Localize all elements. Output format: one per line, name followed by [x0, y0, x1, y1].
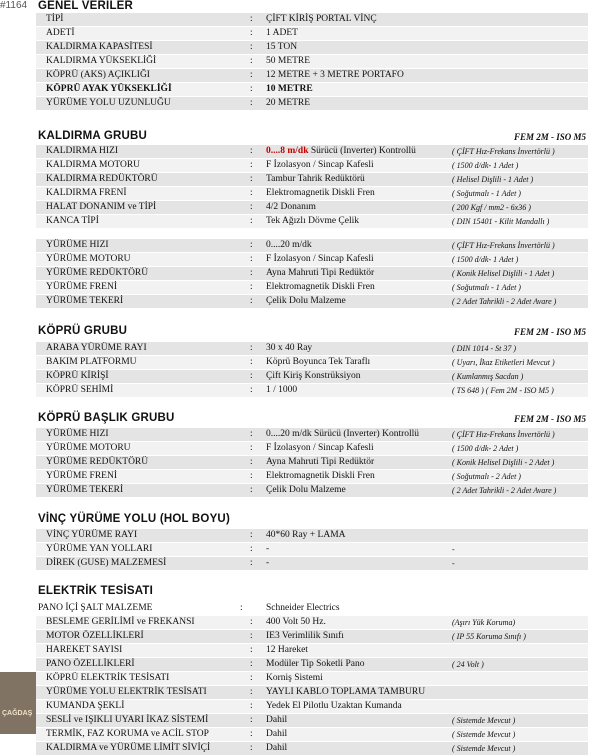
spec-row: [36, 616, 588, 629]
row-label: YÜRÜME YOLU UZUNLUĞU: [46, 98, 171, 108]
row-label: DİREK (GUSE) MALZEMESİ: [46, 558, 167, 568]
row-colon: :: [250, 84, 253, 94]
row-colon: :: [250, 673, 253, 683]
row-colon: :: [250, 357, 253, 367]
row-value: Elektromagnetik Diskli Fren: [266, 282, 375, 292]
spec-row: [36, 700, 588, 713]
row-value: -: [266, 558, 270, 568]
row-value: Ayna Mahruti Tipi Redüktör: [266, 268, 375, 278]
row-value: Dahil: [266, 715, 288, 725]
row-label: HAREKET SAYISI: [46, 645, 123, 655]
row-colon: :: [250, 28, 253, 38]
row-colon: :: [250, 216, 253, 226]
row-label: YÜRÜME HIZI: [46, 240, 109, 250]
spec-row: [36, 384, 588, 397]
row-label: YÜRÜME FRENİ: [46, 282, 117, 292]
row-value: F İzolasyon / Sincap Kafesli: [266, 443, 374, 453]
spec-row: [36, 215, 588, 228]
section-title: VİNÇ YÜRÜME YOLU (HOL BOYU): [38, 513, 230, 525]
spec-row: [36, 728, 588, 741]
row-label: BESLEME GERİLİMİ ve FREKANSI: [46, 617, 195, 627]
spec-row: [36, 442, 588, 455]
row-value: 0....20 m/dk Sürücü (Inverter) Kontrollü: [266, 429, 420, 439]
row-label: SESLİ ve IŞIKLI UYARI İKAZ SİSTEMİ: [46, 715, 209, 725]
spec-row: [36, 27, 588, 40]
row-value: 1 / 1000: [266, 385, 298, 395]
row-label: PANO İÇİ ŞALT MALZEME: [38, 603, 153, 613]
spec-row: [36, 267, 588, 280]
row-value: Çelik Dolu Malzeme: [266, 296, 346, 306]
row-value: Dahil: [266, 743, 288, 753]
row-colon: :: [250, 188, 253, 198]
spec-row: [36, 529, 588, 542]
row-label: YÜRÜME FRENİ: [46, 471, 117, 481]
row-label: KALDIRMA FRENİ: [46, 188, 127, 198]
spec-row: [36, 356, 588, 369]
section-norm: FEM 2M - ISO M5: [513, 132, 586, 142]
row-colon: :: [250, 530, 253, 540]
row-note: ( IP 55 Koruma Sınıfı ): [452, 632, 526, 641]
row-note: ( Konik Helisel Dişlili - 1 Adet ): [452, 269, 555, 278]
row-value: 400 Volt 50 Hz.: [266, 617, 326, 627]
row-colon: :: [250, 174, 253, 184]
row-note: ( ÇİFT Hız-Frekans İnvertörlü ): [452, 147, 555, 156]
row-value: Dahil: [266, 729, 288, 739]
row-colon: :: [250, 729, 253, 739]
row-value: 40*60 Ray + LAMA: [266, 530, 346, 540]
row-label: HALAT DONANIM ve TİPİ: [46, 202, 157, 212]
row-colon: :: [250, 70, 253, 80]
row-note: ( Soğutmalı - 2 Adet ): [452, 472, 521, 481]
row-colon: :: [250, 56, 253, 66]
row-value: Tambur Tahrik Redüktörü: [266, 174, 365, 184]
spec-row: [36, 686, 588, 699]
section-title: KÖPRÜ GRUBU: [38, 325, 128, 337]
row-label: BAKIM PLATFORMU: [46, 357, 137, 367]
row-value: Modüler Tip Soketli Pano: [266, 659, 365, 669]
row-value: 15 TON: [266, 42, 298, 52]
spec-row: [36, 742, 588, 755]
row-colon: :: [250, 371, 253, 381]
row-note: ( ÇİFT Hız-Frekans İnvertörlü ): [452, 241, 555, 250]
row-note: ( Konik Helisel Dişlili - 2 Adet ): [452, 458, 555, 467]
spec-row: [36, 557, 588, 570]
row-label: KALDIRMA ve YÜRÜME LİMİT SİVİÇİ: [46, 743, 211, 753]
row-label: KÖPRÜ SEHİMİ: [46, 385, 114, 395]
row-note: ( 200 Kgf / mm2 - 6x36 ): [452, 203, 531, 212]
row-label: KÖPRÜ AYAK YÜKSEKLİĞİ: [46, 84, 172, 94]
spec-row: [36, 295, 588, 308]
row-colon: :: [250, 14, 253, 24]
spec-row: [36, 187, 588, 200]
row-colon: :: [250, 443, 253, 453]
row-label: YÜRÜME TEKERİ: [46, 485, 124, 495]
logo-text: ÇAĞDAŞ: [2, 710, 33, 717]
row-colon: :: [250, 240, 253, 250]
row-label: KALDIRMA MOTORU: [46, 160, 141, 170]
spec-row: [36, 55, 588, 68]
spec-row: [36, 13, 588, 26]
row-value: Köprü Boyunca Tek Taraflı: [266, 357, 371, 367]
spec-row: [36, 456, 588, 469]
spec-row: [36, 83, 588, 96]
row-colon: :: [250, 631, 253, 641]
row-value: Çift Kiriş Konstrüksiyon: [266, 371, 361, 381]
row-note: (Aşırı Yük Koruma): [452, 618, 516, 627]
spec-row: [36, 644, 588, 657]
section-title: KALDIRMA GRUBU: [38, 130, 148, 142]
row-label: KALDIRMA REDÜKTÖRÜ: [46, 174, 158, 184]
row-colon: :: [250, 296, 253, 306]
spec-row: [36, 41, 588, 54]
row-colon: :: [250, 146, 253, 156]
row-value: Elektromagnetik Diskli Fren: [266, 471, 375, 481]
row-colon: :: [250, 385, 253, 395]
row-value: 0....8 m/dk Sürücü (Inverter) Kontrollü: [266, 146, 416, 156]
row-value-highlight: 0....8 m/dk: [266, 146, 309, 156]
row-label: MOTOR ÖZELLİKLERİ: [46, 631, 144, 641]
row-label: PANO ÖZELLİKLERİ: [46, 659, 135, 669]
row-label: KÖPRÜ (AKS) AÇIKLIĞI: [46, 70, 150, 80]
row-colon: :: [250, 645, 253, 655]
spec-row: [36, 714, 588, 727]
row-value: 0....20 m/dk: [266, 240, 312, 250]
spec-row: [36, 470, 588, 483]
row-note: ( 24 Volt ): [452, 660, 484, 669]
row-value: 12 METRE + 3 METRE PORTAFO: [266, 70, 404, 80]
row-note: ( Uyarı, İkaz Etiketleri Mevcut ): [452, 358, 555, 367]
row-colon: :: [250, 457, 253, 467]
row-note: ( Sistemde Mevcut ): [452, 730, 516, 739]
section-title: ELEKTRİK TESİSATI: [38, 585, 153, 597]
row-label: YÜRÜME MOTORU: [46, 443, 131, 453]
section-title: GENEL VERİLER: [38, 0, 134, 12]
spec-row: [36, 159, 588, 172]
row-note: ( 1500 d/dk- 1 Adet ): [452, 161, 519, 170]
row-note: ( Helisel Dişlili - 1 Adet ): [452, 175, 534, 184]
row-label: KALDIRMA KAPASİTESİ: [46, 42, 153, 52]
row-note: ( Soğutmalı - 1 Adet ): [452, 189, 521, 198]
row-label: KÖPRÜ KİRİŞİ: [46, 371, 109, 381]
row-colon: :: [250, 558, 253, 568]
row-label: KÖPRÜ ELEKTRİK TESİSATI: [46, 673, 170, 683]
row-note: ( Sistemde Mevcut ): [452, 716, 516, 725]
row-note: ( Sistemde Mevcut ): [452, 744, 516, 753]
row-note: ( Soğutmalı - 1 Adet ): [452, 283, 521, 292]
document-code: #1164: [0, 0, 28, 11]
row-label: KALDIRMA YÜKSEKLİĞİ: [46, 56, 157, 66]
spec-row: [36, 253, 588, 266]
row-colon: :: [250, 471, 253, 481]
row-value: Schneider Electrics: [266, 603, 340, 613]
spec-row: [36, 484, 588, 497]
spec-row: [36, 543, 588, 556]
row-note: ( 1500 d/dk- 2 Adet ): [452, 444, 519, 453]
row-label: YÜRÜME YAN YOLLARI: [46, 544, 153, 554]
row-label: YÜRÜME REDÜKTÖRÜ: [46, 268, 149, 278]
row-colon: :: [250, 268, 253, 278]
row-value: Yedek El Pilotlu Uzaktan Kumanda: [266, 701, 402, 711]
row-colon: :: [250, 160, 253, 170]
spec-row: [36, 428, 588, 441]
spec-row: [36, 239, 588, 252]
row-label: KANCA TİPİ: [46, 216, 99, 226]
row-value: F İzolasyon / Sincap Kafesli: [266, 160, 374, 170]
row-label: TERMİK, FAZ KORUMA ve ACİL STOP: [46, 729, 209, 739]
row-label: YÜRÜME TEKERİ: [46, 296, 124, 306]
row-label: YÜRÜME HIZI: [46, 429, 109, 439]
spec-row: [36, 173, 588, 186]
row-value: Ayna Mahruti Tipi Redüktör: [266, 457, 375, 467]
row-note: ( TS 648 ) ( Fem 2M - ISO M5 ): [452, 386, 554, 395]
row-label: KUMANDA ŞEKLİ: [46, 701, 125, 711]
row-label: KALDIRMA HIZI: [46, 146, 119, 156]
row-value: Tek Ağızlı Dövme Çelik: [266, 216, 360, 226]
row-value: 30 x 40 Ray: [266, 343, 313, 353]
row-colon: :: [250, 98, 253, 108]
row-label: YÜRÜME MOTORU: [46, 254, 131, 264]
spec-row: [36, 281, 588, 294]
row-value: YAYLI KABLO TOPLAMA TAMBURU: [266, 687, 426, 697]
row-value: 50 METRE: [266, 56, 311, 66]
row-colon: :: [250, 701, 253, 711]
spec-row: [36, 145, 588, 158]
row-note: ( Kumlanmış Sacdan ): [452, 372, 524, 381]
row-value: 10 METRE: [266, 84, 313, 94]
section-norm: FEM 2M - ISO M5: [513, 327, 586, 337]
row-colon: :: [250, 687, 253, 697]
row-value: -: [266, 544, 270, 554]
row-colon: :: [250, 343, 253, 353]
row-value: Çelik Dolu Malzeme: [266, 485, 346, 495]
row-label: ARABA YÜRÜME RAYI: [46, 343, 147, 353]
row-note: -: [452, 545, 455, 554]
row-value: 12 Hareket: [266, 645, 308, 655]
company-logo: [0, 672, 36, 734]
row-colon: :: [250, 42, 253, 52]
row-label: TİPİ: [46, 14, 64, 24]
row-value: IE3 Verimlilik Sınıfı: [266, 631, 344, 641]
spec-row: [36, 658, 588, 671]
row-value: Korniş Sistemi: [266, 673, 323, 683]
row-note: ( 2 Adet Tahrikli - 2 Adet Avare ): [452, 486, 557, 495]
spec-row: [36, 630, 588, 643]
row-colon: :: [250, 429, 253, 439]
row-value: 4/2 Donanım: [266, 202, 316, 212]
spec-row: [36, 672, 588, 685]
section-norm: FEM 2M - ISO M5: [513, 414, 586, 424]
section-title: KÖPRÜ BAŞLIK GRUBU: [38, 412, 175, 424]
row-colon: :: [240, 603, 243, 613]
row-label: ADETİ: [46, 28, 75, 38]
row-note: -: [452, 559, 455, 568]
row-colon: :: [250, 743, 253, 753]
row-note: ( ÇİFT Hız-Frekans İnvertörlü ): [452, 430, 555, 439]
row-colon: :: [250, 254, 253, 264]
row-colon: :: [250, 282, 253, 292]
row-value: 20 METRE: [266, 98, 311, 108]
row-note: ( 2 Adet Tahrikli - 2 Adet Avare ): [452, 297, 557, 306]
row-label: YÜRÜME REDÜKTÖRÜ: [46, 457, 149, 467]
row-note: ( DIN 1014 - St 37 ): [452, 344, 516, 353]
row-label: YÜRÜME YOLU ELEKTRİK TESİSATI: [46, 687, 207, 697]
spec-row: [36, 342, 588, 355]
row-note: ( DIN 15401 - Kilit Mandallı ): [452, 217, 550, 226]
row-colon: :: [250, 715, 253, 725]
row-value: 1 ADET: [266, 28, 298, 38]
row-colon: :: [250, 202, 253, 212]
spec-row: [36, 370, 588, 383]
spec-row: [36, 201, 588, 214]
row-note: ( 1500 d/dk- 1 Adet ): [452, 255, 519, 264]
row-colon: :: [250, 659, 253, 669]
row-colon: :: [250, 617, 253, 627]
row-label: VİNÇ YÜRÜME RAYI: [46, 530, 138, 540]
spec-row: [36, 97, 588, 110]
row-colon: :: [250, 544, 253, 554]
spec-row: [36, 69, 588, 82]
row-value: ÇİFT KİRİŞ PORTAL VİNÇ: [266, 14, 377, 24]
row-value: Elektromagnetik Diskli Fren: [266, 188, 375, 198]
row-colon: :: [250, 485, 253, 495]
row-value: F İzolasyon / Sincap Kafesli: [266, 254, 374, 264]
